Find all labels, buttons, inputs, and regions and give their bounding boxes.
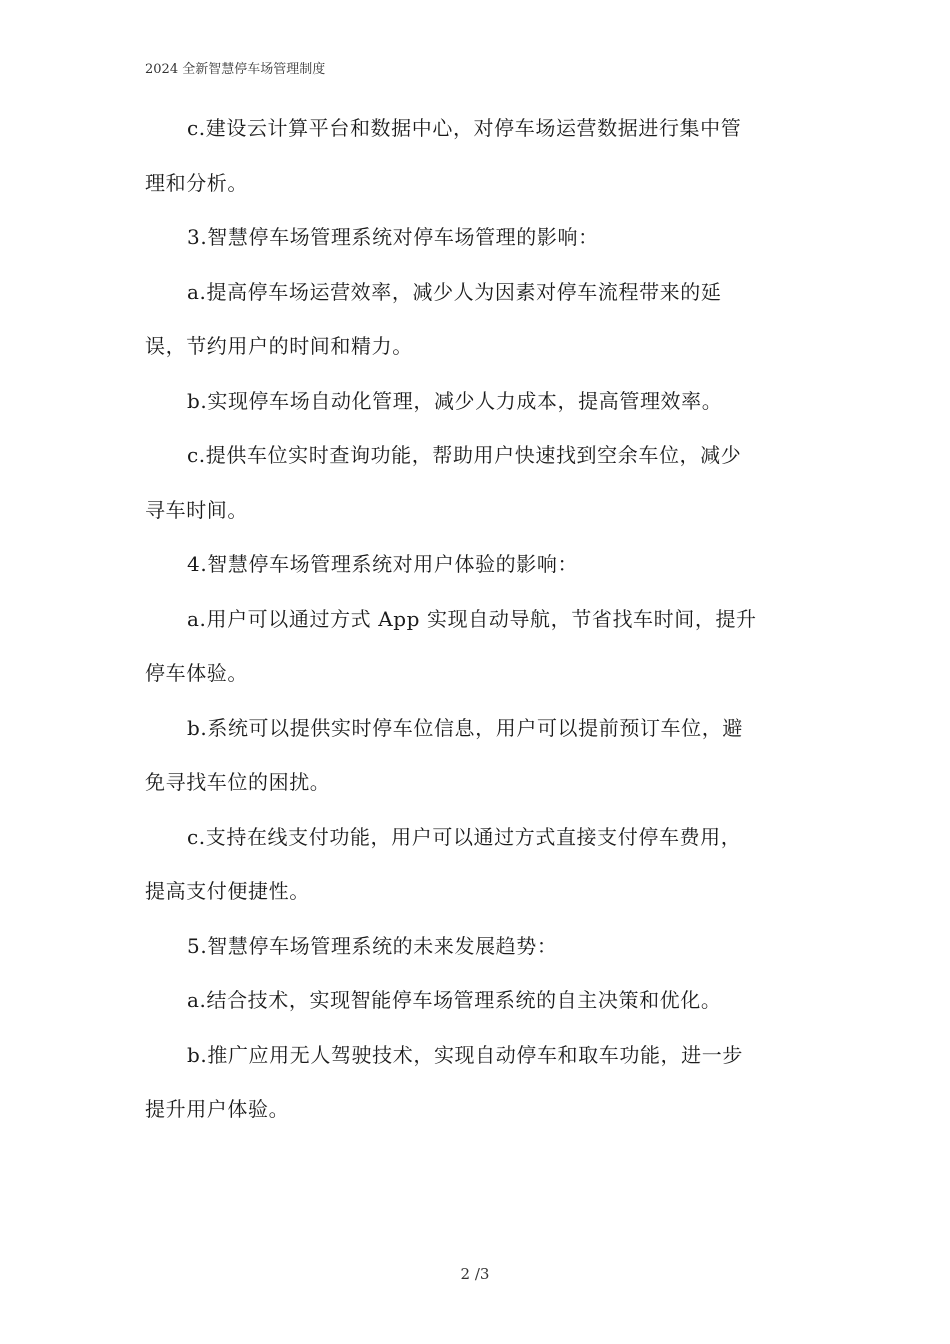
document-header: 2024 全新智慧停车场管理制度: [145, 62, 326, 77]
text-line: 误，节约用户的时间和精力。: [145, 334, 413, 358]
section-heading: 3.智慧停车场管理系统对停车场管理的影响：: [187, 225, 599, 249]
text-line: 提高支付便捷性。: [145, 879, 310, 903]
text-line: 免寻找车位的困扰。: [145, 770, 331, 794]
text-line: a.提高停车场运营效率，减少人为因素对停车流程带来的延: [187, 279, 722, 304]
text-line: 停车体验。: [145, 661, 248, 685]
text-line: a.结合技术，实现智能停车场管理系统的自主决策和优化。: [187, 988, 722, 1012]
document-body: [145, 114, 795, 1123]
text-line: c.提供车位实时查询功能，帮助用户快速找到空余车位，减少: [187, 443, 742, 467]
text-line: c.建设云计算平台和数据中心，对停车场运营数据进行集中管: [187, 116, 742, 140]
text-line: b.系统可以提供实时停车位信息，用户可以提前预订车位，避: [187, 715, 743, 740]
text-line: b.实现停车场自动化管理，减少人力成本，提高管理效率。: [187, 388, 723, 413]
page-number: 2 /3: [460, 1265, 490, 1283]
text-line: 寻车时间。: [145, 497, 248, 522]
section-heading: 4.智慧停车场管理系统对用户体验的影响：: [187, 552, 579, 576]
text-line: b.推广应用无人驾驶技术，实现自动停车和取车功能，进一步: [187, 1042, 743, 1067]
text-line: 提升用户体验。: [145, 1097, 290, 1121]
text-line: 理和分析。: [145, 170, 248, 195]
text-line: a.用户可以通过方式 App 实现自动导航，节省找车时间，提升: [187, 606, 757, 631]
section-heading: 5.智慧停车场管理系统的未来发展趋势：: [187, 933, 558, 958]
text-line: c.支持在线支付功能，用户可以通过方式直接支付停车费用，: [187, 824, 742, 849]
